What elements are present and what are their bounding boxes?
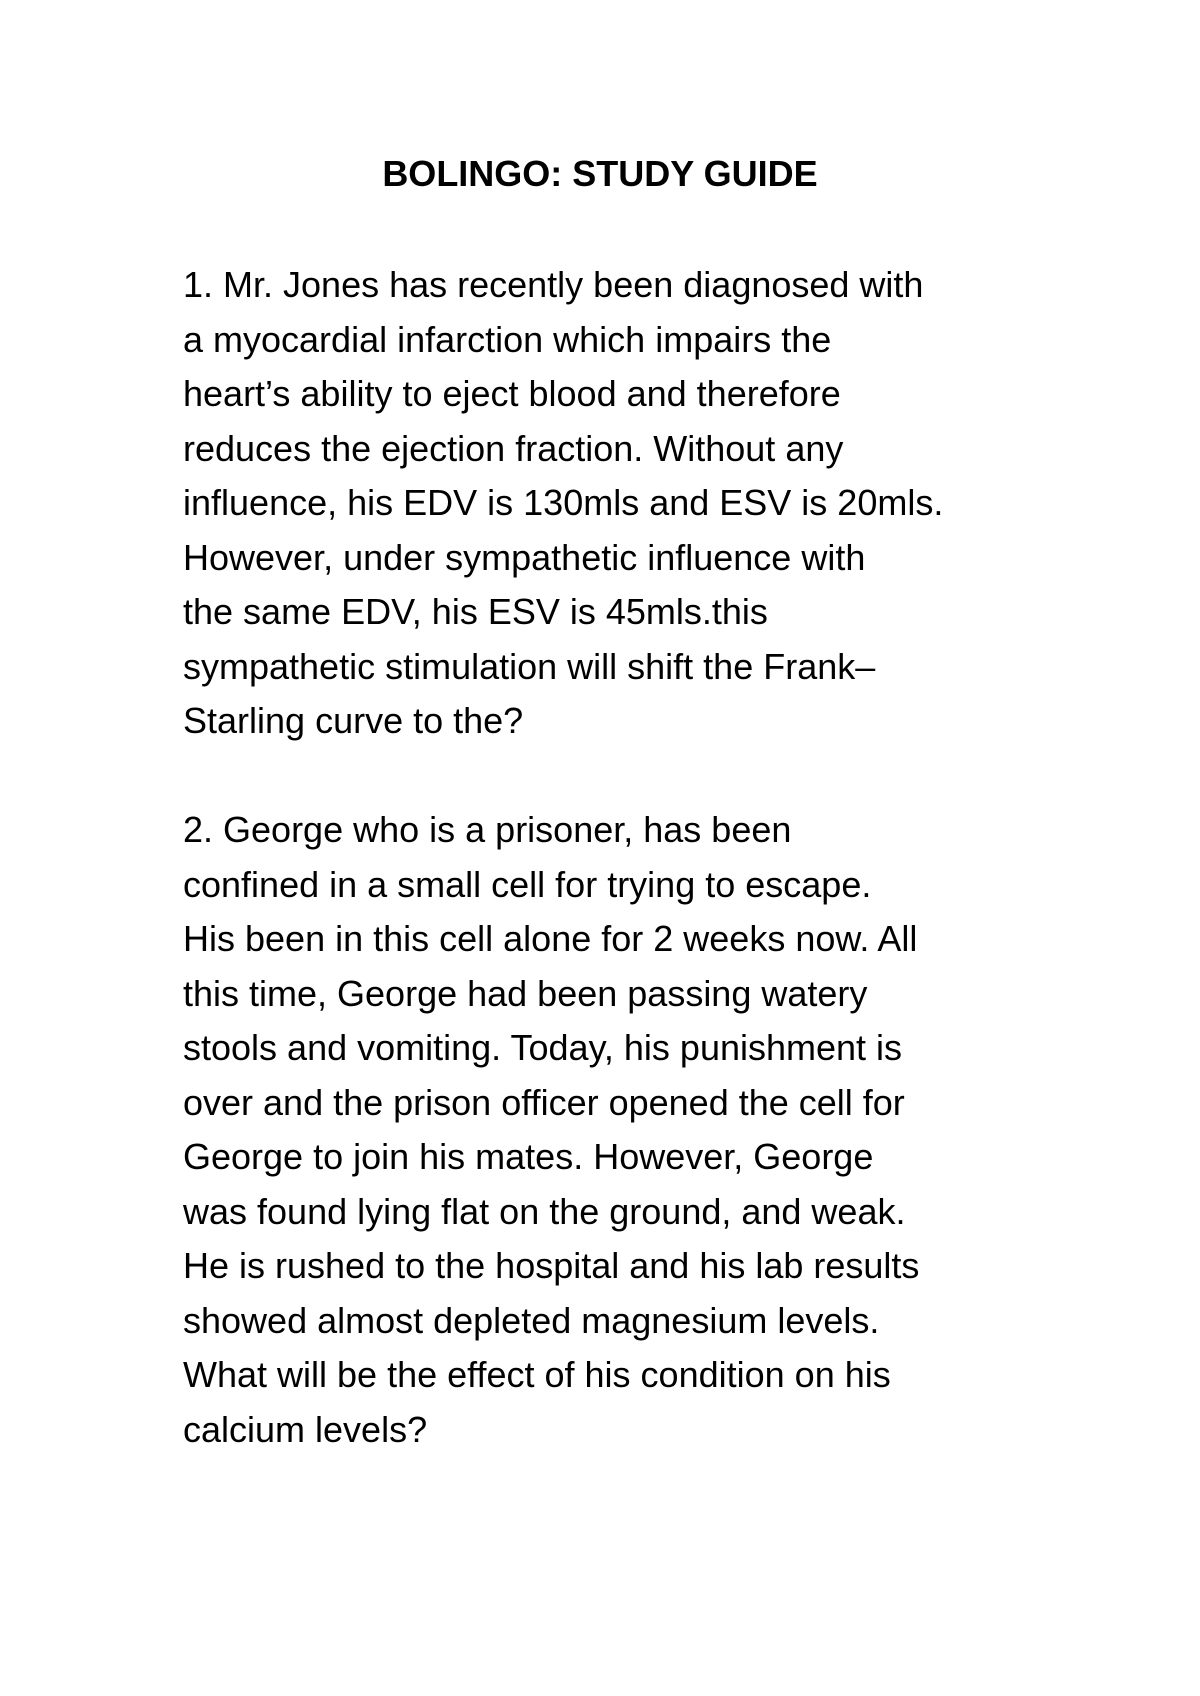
question-1-line-1: 1. Mr. Jones has recently been diagnosed with: [183, 264, 924, 305]
question-1-line-6: However, under sympathetic influence with: [183, 536, 866, 578]
question-1-line-3: heart’s ability to eject blood and therefore: [183, 373, 841, 414]
question-2-line-5: stools and vomiting. Today, his punishment is: [183, 1027, 903, 1068]
question-1-line-4: reduces the ejection fraction. Without any: [183, 427, 844, 469]
question-2-line-6: over and the prison officer opened the cell for: [183, 1081, 905, 1123]
question-1-line-9: Starling curve to the?: [183, 700, 524, 741]
question-1-line-8: sympathetic stimulation will shift the Frank–: [183, 645, 876, 687]
question-2: [183, 803, 1063, 1457]
question-2-line-7: George to join his mates. However, George: [183, 1136, 874, 1177]
question-1: [183, 258, 1063, 749]
question-1-line-7: the same EDV, his ESV is 45mls.this: [183, 591, 768, 632]
question-2-line-9: He is rushed to the hospital and his lab results: [183, 1245, 920, 1286]
question-2-line-11: What will be the effect of his condition on his: [183, 1354, 891, 1395]
question-2-line-2: confined in a small cell for trying to escape.: [183, 863, 872, 905]
question-2-line-12: calcium levels?: [183, 1408, 428, 1450]
question-1-line-2: a myocardial infarction which impairs the: [183, 318, 832, 360]
question-2-line-1: 2. George who is a prisoner, has been: [183, 809, 792, 850]
document-title: BOLINGO: STUDY GUIDE: [382, 153, 818, 194]
question-2-line-3: His been in this cell alone for 2 weeks now. All: [183, 918, 918, 959]
question-2-line-10: showed almost depleted magnesium levels.: [183, 1299, 880, 1341]
question-1-line-5: influence, his EDV is 130mls and ESV is 20mls.: [183, 482, 944, 523]
question-2-line-8: was found lying flat on the ground, and weak.: [183, 1190, 906, 1232]
question-2-line-4: this time, George had been passing watery: [183, 972, 868, 1014]
